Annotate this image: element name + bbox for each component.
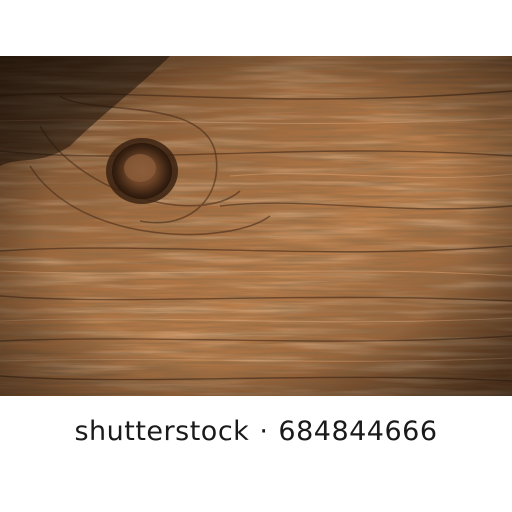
- watermark-separator: ·: [259, 415, 269, 447]
- vignette: [0, 56, 512, 396]
- watermark-bar: [0, 396, 512, 466]
- wood-texture-image: [0, 56, 512, 396]
- watermark-brand: shutterstock: [74, 415, 250, 447]
- watermark-text: [74, 416, 437, 447]
- watermark-image-id: 684844666: [278, 415, 438, 447]
- wood-photo: [0, 56, 512, 396]
